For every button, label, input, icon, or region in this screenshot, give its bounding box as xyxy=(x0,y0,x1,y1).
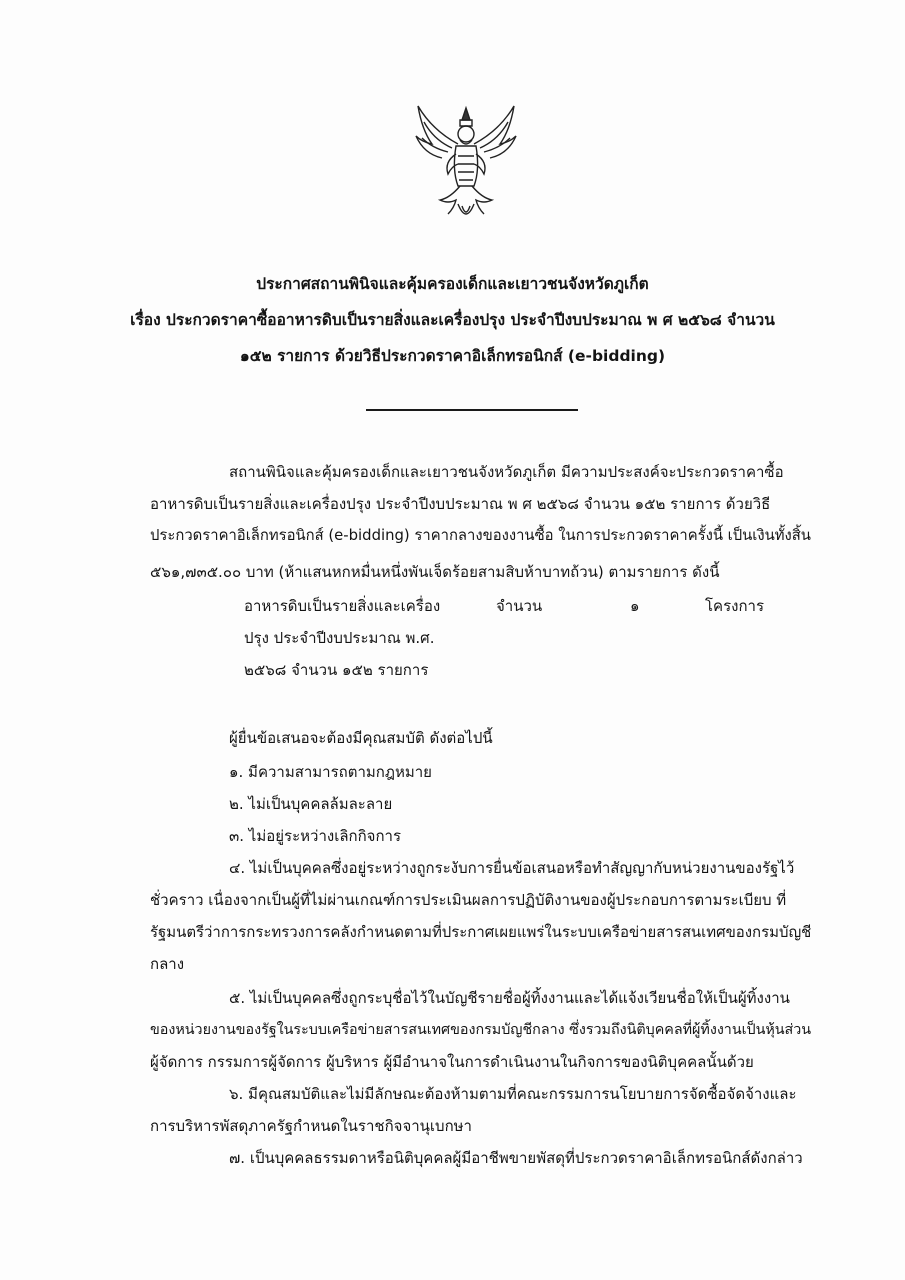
qualification-1: ๑. มีความสามารถตามกฎหมาย xyxy=(229,763,432,781)
garuda-emblem xyxy=(412,100,520,226)
title-line-2: เรื่อง ประกวดราคาซื้ออาหารดิบเป็นรายสิ่งและเครื่องปรุง ประจำปีงบประมาณ พ ศ ๒๕๖๘ จำนวน xyxy=(130,311,775,329)
intro-line-3: ประกวดราคาอิเล็กทรอนิกส์ (e-bidding) ราคากลางของงานซื้อ ในการประกวดราคาครั้งนี้ เป็นเงินทั้งสิ้น xyxy=(150,527,811,544)
title-divider xyxy=(366,409,578,411)
qualification-6-line-1: ๖. มีคุณสมบัติและไม่มีลักษณะต้องห้ามตามที่คณะกรรมการนโยบายการจัดซื้อจัดจ้างและ xyxy=(229,1085,797,1103)
intro-line-4: ๕๖๑,๗๓๕.๐๐ บาท (ห้าแสนหกหมื่นหนึ่งพันเจ็ดร้อยสามสิบห้าบาทถ้วน) ตามรายการ ดังนี้ xyxy=(150,563,720,581)
item-name-line-2: ปรุง ประจำปีงบประมาณ พ.ศ. xyxy=(244,629,435,647)
qualification-6-line-2: การบริหารพัสดุภาครัฐกำหนดในราชกิจจานุเบกษา xyxy=(150,1117,472,1135)
announcement-title xyxy=(100,266,805,374)
qualification-4-line-2: ชั่วคราว เนื่องจากเป็นผู้ที่ไม่ผ่านเกณฑ์การประเมินผลการปฏิบัติงานของผู้ประกอบการตามระเบียบ ที่ xyxy=(150,891,787,909)
title-line-1: ประกาศสถานพินิจและคุ้มครองเด็กและเยาวชนจังหวัดภูเก็ต xyxy=(256,275,649,293)
qualification-4-line-4: กลาง xyxy=(150,955,185,973)
qualification-5-line-1: ๕. ไม่เป็นบุคคลซึ่งถูกระบุชื่อไว้ในบัญชีรายชื่อผู้ทิ้งงานและได้แจ้งเวียนชื่อให้เป็นผู้ทิ้งงาน xyxy=(229,989,790,1007)
item-qty-label: จำนวน xyxy=(496,597,543,615)
qualification-4-line-1: ๔. ไม่เป็นบุคคลซึ่งอยู่ระหว่างถูกระงับการยื่นข้อเสนอหรือทำสัญญากับหน่วยงานของรัฐไว้ xyxy=(229,859,795,877)
intro-line-1: สถานพินิจและคุ้มครองเด็กและเยาวชนจังหวัดภูเก็ต มีความประสงค์จะประกวดราคาซื้อ xyxy=(229,463,784,481)
qualifications-heading: ผู้ยื่นข้อเสนอจะต้องมีคุณสมบัติ ดังต่อไปนี้ xyxy=(229,729,493,747)
qualification-3: ๓. ไม่อยู่ระหว่างเลิกกิจการ xyxy=(229,827,402,845)
intro-line-2: อาหารดิบเป็นรายสิ่งและเครื่องปรุง ประจำปีงบประมาณ พ ศ ๒๕๖๘ จำนวน ๑๕๒ รายการ ด้วยวิธี xyxy=(150,495,771,513)
item-name-line-3: ๒๕๖๘ จำนวน ๑๕๒ รายการ xyxy=(244,661,429,679)
item-name-line-1: อาหารดิบเป็นรายสิ่งและเครื่อง xyxy=(244,597,441,615)
item-unit: โครงการ xyxy=(705,597,765,615)
title-line-3: ๑๕๒ รายการ ด้วยวิธีประกวดราคาอิเล็กทรอนิกส์ (e-bidding) xyxy=(239,347,666,365)
qualification-5-line-3: ผู้จัดการ กรรมการผู้จัดการ ผู้บริหาร ผู้มีอำนาจในการดำเนินงานในกิจการของนิติบุคคลนั้นด้วย xyxy=(150,1053,754,1071)
qualification-4-line-3: รัฐมนตรีว่าการกระทรวงการคลังกำหนดตามที่ประกาศเผยแพร่ในระบบเครือข่ายสารสนเทศของกรมบัญชี xyxy=(150,923,812,941)
qualification-7-line-1: ๗. เป็นบุคคลธรรมดาหรือนิติบุคคลผู้มีอาชีพขายพัสดุที่ประกวดราคาอิเล็กทรอนิกส์ดังกล่าว xyxy=(229,1149,803,1167)
qualification-2: ๒. ไม่เป็นบุคคลล้มละลาย xyxy=(229,795,393,813)
qualification-5-line-2: ของหน่วยงานของรัฐในระบบเครือข่ายสารสนเทศของกรมบัญชีกลาง ซึ่งรวมถึงนิติบุคคลที่ผู้ทิ้งงานเป็นหุ้นส่วน xyxy=(150,1022,812,1038)
item-qty: ๑ xyxy=(630,597,640,615)
